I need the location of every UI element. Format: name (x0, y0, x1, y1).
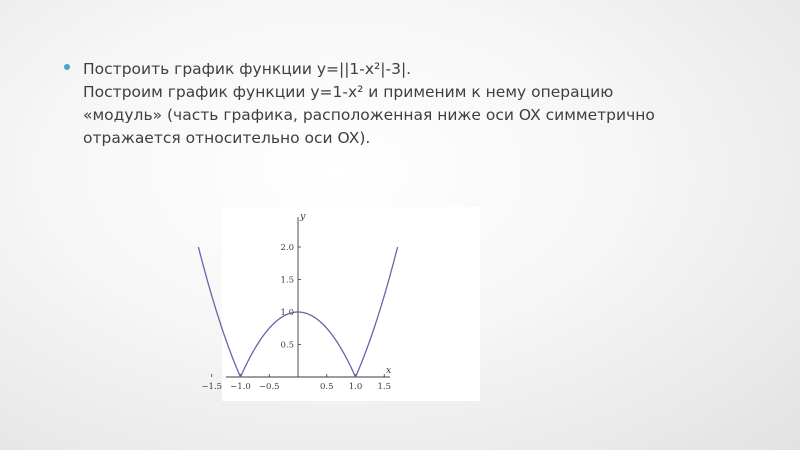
x-tick-label: −1.5 (201, 382, 223, 392)
x-tick-label: 1.0 (348, 382, 363, 392)
explanation-line-2: «модуль» (часть графика, расположенная ниже оси OX симметрично (83, 106, 655, 124)
y-tick-label: 2.0 (280, 243, 294, 253)
y-axis-label: y (300, 211, 306, 222)
y-tick-label: 1.5 (280, 275, 294, 286)
task-statement: Построить график функции y=||1-x²|-3|. (83, 60, 412, 78)
function-graph (201, 207, 480, 401)
x-tick-label: −1.0 (230, 382, 251, 392)
y-tick-label: 1.0 (280, 308, 294, 318)
explanation-line-1: Построим график функции y=1-x² и применим к нему операцию (83, 83, 614, 101)
x-tick-label: −0.5 (258, 382, 280, 392)
bullet-item (64, 58, 704, 150)
graph-svg (201, 207, 480, 401)
bullet-icon (64, 64, 70, 70)
y-tick-label: 0.5 (280, 340, 294, 351)
slide-text (64, 58, 704, 150)
x-axis-label: x (386, 365, 392, 376)
explanation-line-3: отражается относительно оси OX). (83, 129, 371, 147)
x-tick-label: 0.5 (319, 382, 334, 392)
x-tick-label: 1.5 (377, 382, 392, 392)
